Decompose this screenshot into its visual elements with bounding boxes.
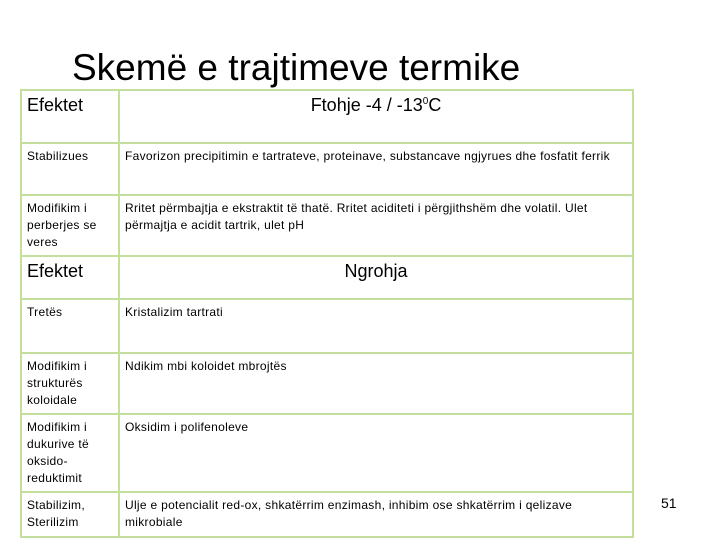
effect-cell: Stabilizues: [21, 143, 119, 195]
description-cell: Rritet përmbajtja e ekstraktit të thatë. Rritet aciditeti i përgjithshëm dhe volatil. Ulet përmajtja e acidit tartrik, ulet pH: [119, 195, 633, 256]
effect-cell: Modifikim i strukturës koloidale: [21, 353, 119, 414]
table-row: [21, 492, 633, 537]
description-cell: Ulje e potencialit red-ox, shkatërrim enzimash, inhibim ose shkatërrim i qelizave mikrobiale: [119, 492, 633, 537]
effect-cell: Stabilizim, Sterilizim: [21, 492, 119, 537]
effect-cell: Tretës: [21, 299, 119, 353]
heating-header-row: [21, 256, 633, 299]
effect-cell: Modifikim i dukurive të oksido-reduktimit: [21, 414, 119, 492]
table-row: [21, 353, 633, 414]
table-row: [21, 414, 633, 492]
cooling-header-title: Ftohje $-4 / -13^0C$: [119, 90, 633, 143]
description-cell: Kristalizim tartrati: [119, 299, 633, 353]
page-number: 51: [661, 495, 677, 511]
cooling-header-row: [21, 90, 633, 143]
thermal-treatment-table: [20, 89, 634, 538]
description-cell: Oksidim i polifenoleve: [119, 414, 633, 492]
table-row: [21, 143, 633, 195]
cooling-header-effects: Efektet: [21, 90, 119, 143]
effect-cell: Modifikim i perberjes se veres: [21, 195, 119, 256]
description-cell: Ndikim mbi koloidet mbrojtës: [119, 353, 633, 414]
table-row: [21, 299, 633, 353]
table-row: [21, 195, 633, 256]
description-cell: Favorizon precipitimin e tartrateve, proteinave, substancave ngjyrues dhe fosfatit ferrik: [119, 143, 633, 195]
slide-title: Skemë e trajtimeve termike: [72, 47, 521, 88]
heating-header-effects: Efektet: [21, 256, 119, 299]
heating-header-title: Ngrohja: [119, 256, 633, 299]
